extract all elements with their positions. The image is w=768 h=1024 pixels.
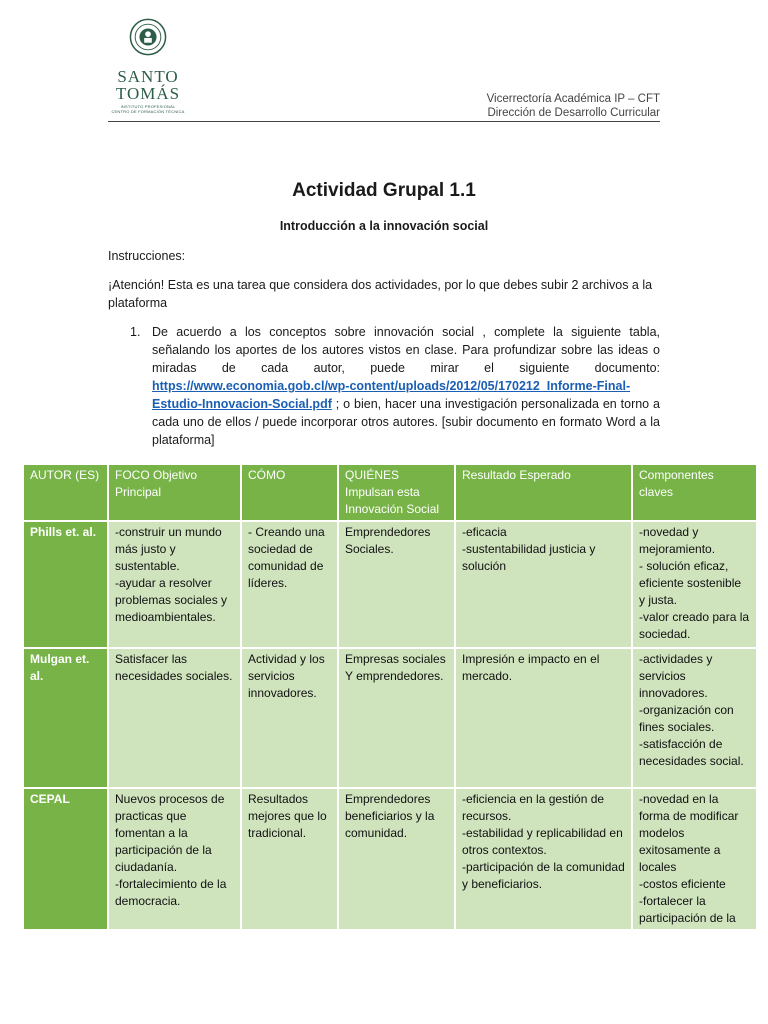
authors-table [22, 463, 758, 931]
componentes-cell [632, 648, 757, 788]
header-line-2: Dirección de Desarrollo Curricular [487, 107, 660, 119]
santo-tomas-logo [108, 18, 188, 114]
document-link[interactable]: https://www.economia.gob.cl/wp-content/uploads/2012/05/170212_Informe-Final-Estudio-Innovacion-Social.pdf [152, 379, 631, 411]
header-department [487, 92, 660, 120]
cell-line: -organización con fines sociales. [639, 703, 734, 734]
quienes-cell [338, 521, 455, 648]
cell-line: -fortalecer la participación de la [639, 894, 736, 925]
cell-line: -eficiencia en la gestión de recursos. [462, 792, 605, 823]
header-componentes: Componentes claves [632, 464, 757, 521]
instruction-item-1 [130, 323, 660, 449]
cell-line: Impresión e impacto en el mercado. [462, 652, 600, 683]
table-row [23, 521, 757, 648]
cell-line: -satisfacción de necesidades social. [639, 737, 744, 768]
cell-line: -participación de la comunidad y beneficiarios. [462, 860, 625, 891]
componentes-cell [632, 788, 757, 930]
foco-cell [108, 648, 241, 788]
cell-line: -fortalecimiento de la democracia. [115, 877, 227, 908]
cell-line: - solución eficaz, eficiente sostenible y justa. [639, 559, 742, 607]
item-text-before: De acuerdo a los conceptos sobre innovación social , complete la siguiente tabla, señalando los aportes de los autores vistos en clase. Para profundizar sobre las ideas o miradas de cada autor, puede mirar el siguiente documento: [152, 325, 660, 375]
quienes-cell [338, 648, 455, 788]
table-row [23, 648, 757, 788]
cell-line: Emprendedores Sociales. [345, 525, 431, 556]
foco-cell [108, 788, 241, 930]
cell-line: -construir un mundo más justo y sustentable. [115, 525, 222, 573]
componentes-cell [632, 521, 757, 648]
logo-subtext-2: CENTRO DE FORMACIÓN TÉCNICA [111, 109, 185, 114]
header-resultado: Resultado Esperado [455, 464, 632, 521]
cell-line: -eficacia [462, 525, 507, 539]
cell-line: -actividades y servicios innovadores. [639, 652, 713, 700]
cell-line: -novedad en la forma de modificar modelos exitosamente a locales [639, 792, 739, 874]
author-cell: Phills et. al. [23, 521, 108, 648]
seal-icon [129, 18, 167, 56]
attention-paragraph: ¡Atención! Esta es una tarea que considera dos actividades, por lo que debes subir 2 archivos a la plataforma [108, 278, 653, 310]
cell-line: Satisfacer las necesidades sociales. [115, 652, 233, 683]
table-header-row [23, 464, 757, 521]
page-subtitle: Introducción a la innovación social [279, 219, 489, 233]
header-foco: FOCO Objetivo Principal [108, 464, 241, 521]
resultado-cell [455, 521, 632, 648]
cell-line: Resultados mejores que lo tradicional. [248, 792, 327, 840]
cell-line: Nuevos procesos de practicas que fomentan a la participación de la ciudadanía. [115, 792, 225, 874]
header-autor: AUTOR (ES) [23, 464, 108, 521]
como-cell [241, 648, 338, 788]
instructions-label: Instrucciones: [108, 249, 186, 263]
header-quienes: QUIÉNES Impulsan esta Innovación Social [338, 464, 455, 521]
logo-subtext-1: INSTITUTO PROFESIONAL [120, 104, 176, 109]
cell-line: Emprendedores beneficiarios y la comunidad. [345, 792, 435, 840]
item-number: 1. [130, 325, 141, 339]
logo-text-line2: TOMÁS [115, 84, 181, 103]
como-cell [241, 521, 338, 648]
cell-line: -novedad y mejoramiento. [639, 525, 716, 556]
cell-line: -ayudar a resolver problemas sociales y medioambientales. [115, 576, 228, 624]
foco-cell [108, 521, 241, 648]
author-cell: CEPAL [23, 788, 108, 930]
cell-line: Empresas sociales Y emprendedores. [345, 652, 446, 683]
cell-line: -costos eficiente [639, 877, 726, 891]
author-cell: Mulgan et. al. [23, 648, 108, 788]
resultado-cell [455, 788, 632, 930]
cell-line: Actividad y los servicios innovadores. [248, 652, 325, 700]
logo-text-line1: SANTO [117, 67, 179, 86]
header-line-1: Vicerrectoría Académica IP – CFT [486, 93, 660, 105]
cell-line: -valor creado para la sociedad. [639, 610, 750, 641]
table-row [23, 788, 757, 930]
cell-line: -sustentabilidad justicia y solución [462, 542, 596, 573]
resultado-cell [455, 648, 632, 788]
cell-line: -estabilidad y replicabilidad en otros contextos. [462, 826, 623, 857]
item-text-after: ; o bien, hacer una investigación personalizada en torno a cada uno de ellos / puede incorporar otros autores. [subir documento en formato Word a la plataforma] [152, 397, 660, 447]
quienes-cell [338, 788, 455, 930]
header-como: CÓMO [241, 464, 338, 521]
cell-line: - Creando una sociedad de comunidad de líderes. [248, 525, 325, 590]
header-divider [108, 121, 660, 122]
como-cell [241, 788, 338, 930]
page-title: Actividad Grupal 1.1 [292, 180, 476, 201]
